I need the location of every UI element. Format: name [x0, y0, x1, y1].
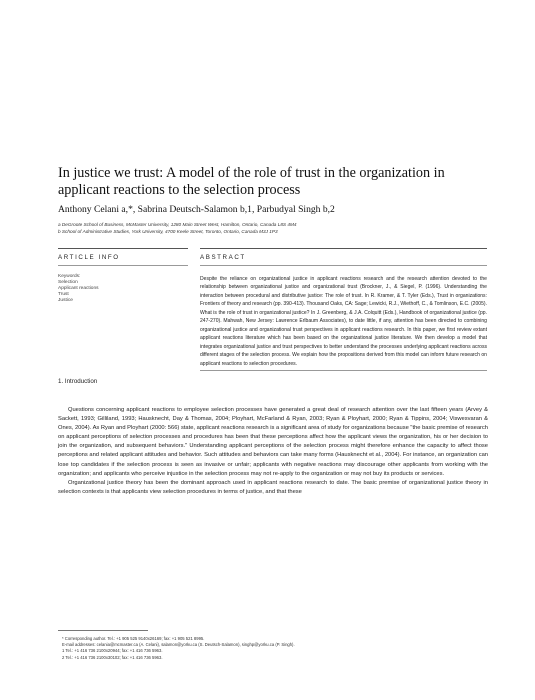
- affiliation-a: a DeGroote School of Business, McMaster University, 1280 Main Street West, Hamilton, Ontario, Canada L8S 4M4: [58, 222, 297, 227]
- keywords-label: Keywords:: [58, 274, 81, 279]
- keyword-item: Justice: [58, 298, 73, 304]
- keyword-item: Trust: [58, 292, 69, 298]
- footnote-1: 1 Tel.: +1 416 736 2100x20944; fax: +1 416 736 5963.: [62, 648, 163, 654]
- keywords-block: [58, 274, 188, 304]
- keyword-item: Applicant reactions: [58, 286, 99, 292]
- article-info-top-rule: [58, 248, 188, 249]
- abstract-sub-rule: [200, 265, 487, 266]
- keyword-item: Selection: [58, 280, 78, 286]
- author-list: Anthony Celani a,*, Sabrina Deutsch-Salamon b,1, Parbudyal Singh b,2: [58, 204, 335, 215]
- abstract-text: Despite the reliance on organizational justice in applicant reactions research and the research attention devoted to the relationship between organizational justice and organizational trust (Brockner, J., & Siegel, P. (1996). Understanding the interaction between procedural and distributive justice: The role of trust. In R. Kramer, & T. Tyler (Eds.), Trust in organizations: Frontiers of theory and research (pp. 390-413). Thousand Oaks, CA: Sage; Lewicki, R.J., Wiethoff, C., & Tomlinson, E.C. (2005). What is the role of trust in organizational justice? In J. Greenberg, & J.A. Colquitt (Eds.), Handbook of organizational justice (pp. 247-270). Mahwah, New Jersey: Lawrence Erlbaum Associates), to date little, if any, attention has been directed to combining organizational justice and organizational trust perspectives in applicant reactions research. In this paper, we first review extant applicant reactions literature which has been based on the organizational justice literature. We then develop a model that integrates organizational justice and trust perspectives to better understand the processes underlying applicant reactions across different stages of the selection process. We explain how the propositions derived from this model can inform future research on applicant reactions to selection procedures.: [200, 276, 487, 367]
- footnotes: [62, 636, 488, 661]
- affiliations: [58, 221, 498, 235]
- abstract-top-rule: [200, 248, 487, 249]
- footnote-email: E-mail addresses: celania@mcmaster.ca (A. Celani), salamon@yorku.ca (S. Deutsch-Salamon), singhp@yorku.ca (P. Singh).: [62, 642, 295, 648]
- abstract-bottom-rule: [200, 370, 487, 371]
- introduction-paragraph: Organizational justice theory has been the dominant approach used in applicant reactions research to date. The basic premise of organizational justice theory in selection contexts is that applicants view selection procedures in terms of justice, and that these: [58, 479, 488, 495]
- article-info-sub-rule: [58, 265, 188, 266]
- article-info-heading: ARTICLE INFO: [58, 254, 120, 261]
- abstract-heading: ABSTRACT: [200, 254, 246, 261]
- section-heading-introduction: 1. Introduction: [58, 378, 98, 385]
- footnote-rule: [58, 630, 148, 631]
- introduction-paragraph: Questions concerning applicant reactions to employee selection processes have generated a great deal of research attention over the last fifteen years (Arvey & Sackett, 1993; Gilliland, 1993; Hausknecht, Day & Thomas, 2004; Ployhart, McFarland & Ryan, 2003; Ryan & Ployhart, 2000; Ryan & Tippins, 2004; Viswesvaran & Ones, 2004). As Ryan and Ployhart (2000: 566) state, applicant reactions research is a significant area of study for organizations because "the basic premise of research on applicant perceptions of selection processes and procedures has been that these perceptions affect how the applicant views the organization, his or her decision to join the organization, and subsequent behaviors." Understanding applicant perceptions of the selection process might therefore enhance the capacity to affect those perceptions and related applicant attitudes and behavior. Such attitudes and behaviors can take many forms (Hausknecht et al., 2004). For instance, an organization can lose top candidates if the selection process is seen as invasive or unfair; applicants with negative reactions may discourage other applicants from working with the organization; and applicants who perceive injustice in the selection process may not re-apply to the organization or may not buy its products or services.: [58, 407, 488, 477]
- footnote-2: 2 Tel.: +1 416 736 2100x30102; fax: +1 416 736 5963.: [62, 654, 163, 660]
- introduction-body: [58, 406, 488, 497]
- footnote-corresponding: * Corresponding author. Tel.: +1 905 525 9140x26169; fax: +1 905 521 8995.: [62, 636, 205, 641]
- affiliation-b: b School of Administrative Studies, York University, 4700 Keele Street, Toronto, Ontario, Canada M3J 1P3: [58, 229, 278, 234]
- article-title: In justice we trust: A model of the role of trust in the organization in applicant reactions to the selection process: [58, 165, 445, 198]
